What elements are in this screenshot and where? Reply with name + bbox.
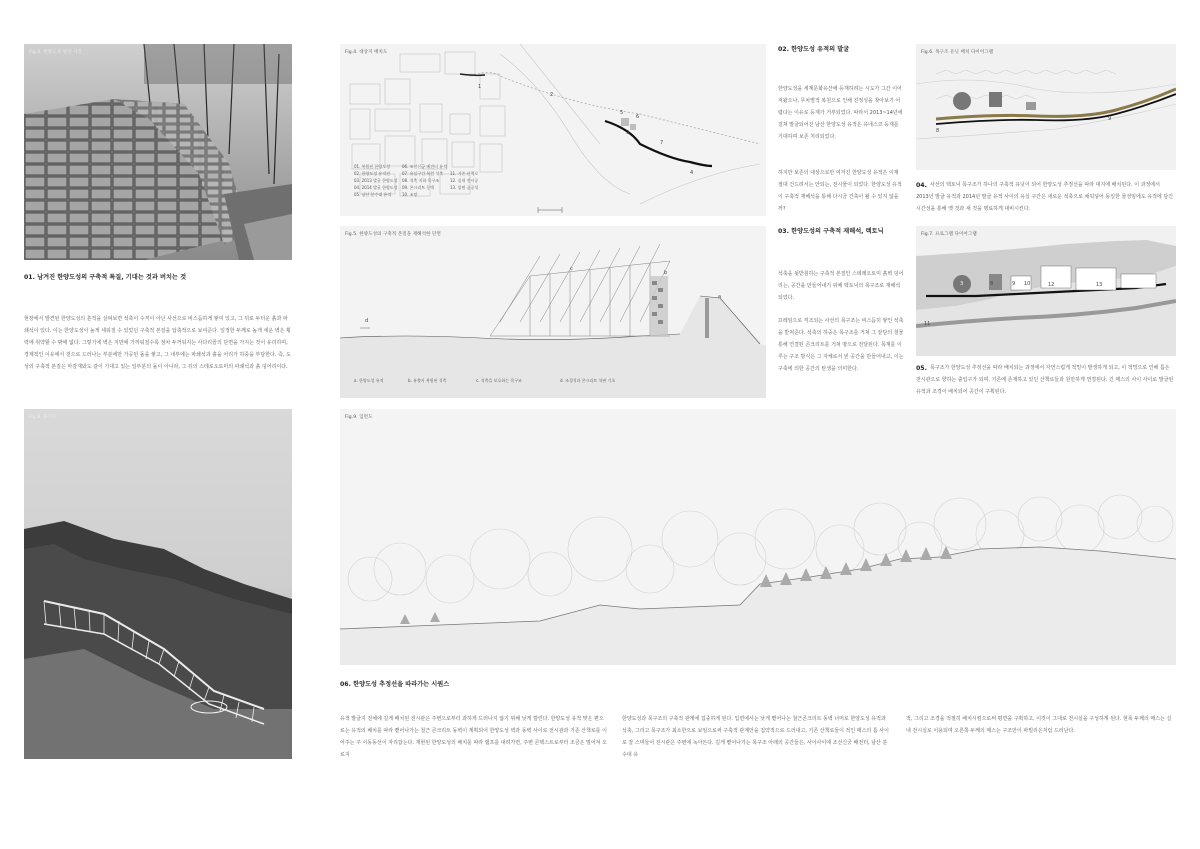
section-01-title: 01. 남겨진 한양도성의 구축적 특질, 기대는 것과 버치는 것 bbox=[24, 274, 187, 281]
section-03-body: 석축을 뒷받침하는 구축적 본질인 스테레오토미 흙벽 덩어리는, 공간을 만들어내기 위해 텍토닉의 목구조로 재해석되었다. bbox=[778, 271, 904, 301]
section-letter-a: a bbox=[718, 294, 722, 300]
unit-number-8: 8 bbox=[936, 128, 940, 134]
fig5-section bbox=[340, 226, 766, 398]
fig6-label: Fig.6. 목구조 유닛 배치 다이어그램 bbox=[921, 50, 994, 55]
fig7-program-diagram bbox=[916, 226, 1176, 356]
section-drawing bbox=[340, 226, 766, 398]
fig9-label: Fig.9. 입면도 bbox=[345, 415, 373, 420]
site-number-2: 2 bbox=[550, 92, 554, 98]
site-legend-item: 12. 실내 전시공 bbox=[450, 178, 479, 183]
section-05-title: 05. bbox=[916, 365, 927, 372]
site-number-4: 4 bbox=[690, 170, 694, 176]
fig4-site-plan bbox=[340, 44, 766, 216]
section-legend-item: a. 한양도성 유적 bbox=[354, 378, 384, 383]
section-02-body2: 하지만 보존의 대상으로만 여겨진 한양도성 유적은 이제 절대 건드려서는 안되는, 전시물이 되었다. 한양도성 유적이 구축적 재해석을 통해 다시금 건축이 될 수 있지 않을까? bbox=[778, 170, 902, 212]
fig4-label: Fig.4. 대상지 배치도 bbox=[345, 50, 388, 55]
program-number: 11 bbox=[924, 321, 931, 327]
section-legend-item: b. 유출지 복원된 석축 bbox=[408, 378, 447, 383]
program-number: 3 bbox=[960, 281, 964, 287]
section-legend-item: d. 조경석과 콘크리트 석판 기초 bbox=[560, 378, 616, 383]
site-legend-item: 07. 유실구간 복원 석축 bbox=[402, 171, 444, 176]
fig8-perspective bbox=[24, 409, 292, 759]
site-legend-item: 13. 입면 공공석 bbox=[450, 185, 479, 190]
site-legend-item: 04. 2014 발굴 한양도성 bbox=[354, 185, 398, 190]
site-legend-item: 03. 2013 발굴 한양도성 bbox=[354, 178, 398, 183]
fig9-elevation bbox=[340, 409, 1176, 665]
unit-number-9: 9 bbox=[1108, 116, 1112, 122]
section-04-title: 04. bbox=[916, 182, 927, 189]
stone-wall-photo-illustration bbox=[24, 44, 292, 260]
section-02-body: 한양도성을 세계문화유산에 등재하려는 시도가 그간 이어져왔으나, 무차별적 복원으로 인해 진정성을 찾아보기 어렵다는 이유로 등재가 거부되었다. 따라서 2013~14년에 걸쳐 발굴되어진 남산 한양도성 유적은 유네스코 등재를 기대하며 보존 처리되었다. bbox=[778, 86, 903, 140]
site-legend-item: 02. 한양도성 유적전 bbox=[354, 171, 390, 176]
section-letter-d: d bbox=[365, 318, 369, 324]
unit-diagram-drawing bbox=[916, 44, 1176, 170]
site-number-1: 1 bbox=[478, 84, 482, 90]
section-06-col1: 유적 발굴지 전체에 길게 배치된 전시관은 주변으로부터 과하게 드러나지 않기 위해 낮게 깔린다. 한양도성 유적 맞은 편으로는 유적의 배치를 따라 뻗어나가는 철근 콘크리트 동벽이 계획되어 한양도성 벽과 동벽 사이로 전시관과 기존 산책로를 이어주는 주 이동동선이 자리잡는다. 재현된 한양도성의 배치를 따라 램프를 내려가면, 주변 콘텍스트로부터 조금은 멀어져 오로지 bbox=[340, 716, 607, 758]
section-letter-c: c bbox=[570, 266, 573, 272]
site-number-6: 6 bbox=[636, 114, 640, 120]
site-legend-item: 06. 조선신궁 배전터 유적 bbox=[402, 164, 447, 169]
fig3-label: Fig.3. 한양도성 현장 사진 bbox=[29, 50, 82, 55]
site-legend-item: 01. 복원된 한양도성 bbox=[354, 164, 390, 169]
section-01-body: 현장에서 발견된 한양도성의 흔적을 살펴보면 석축이 수직이 아닌 사선으로 비스듬하게 쌓여 있고, 그 뒤로 두터운 흙과 파쇄석이 있다. 이는 한양도성이 높게 세워질 수 있었던 구축적 본질을 압축적으로 보여준다. 일정한 두께로 높게 세운 벽은 횡력에 취약할 수 밖에 없다. 그렇기에 벽은 지반에 가까워질수록 점차 두꺼워지는 사다리꼴의 단면을 가지는 것이 유리하며, 경제적인 이유에서 겉으로 드러나는 부분에만 가공된 돌을 쌓고, 그 내부에는 파쇄석과 흙을 어리가 하중을 부담한다. 즉, 도성의 구축적 본질은 마감재와도 같이 기대고 있는 일부분의 돌이 아니라, 그 뒤의 스테로오토미의 파쇄석과 흙 덩어리이다. bbox=[24, 316, 291, 370]
section-05-body: 목구조가 한양도성 추정선을 따라 배치되는 과정에서 자연스럽게 적밍이 발생하게 되고, 이 적밍으로 인해 틈은 전시관으로 향하는 출입구가 되며, 기존에 존재하고 있던 산책로들과 원만하게 연결된다. 긴 매스의 사이 사이로 발굴된 유적과 조경이 배치되어 공간이 구획된다. bbox=[916, 365, 1174, 395]
elevation-drawing bbox=[340, 409, 1176, 665]
section-letter-b: b bbox=[664, 270, 668, 276]
fig8-label: Fig.8. 투시도 bbox=[29, 415, 57, 420]
program-number: 9 bbox=[1012, 281, 1016, 287]
site-legend-item: 09. 콘크리트 동벽 bbox=[402, 185, 435, 190]
section-06-title: 06. 한양도성 추정선을 따라가는 시퀀스 bbox=[340, 681, 450, 688]
fig6-unit-diagram bbox=[916, 44, 1176, 170]
section-03-body2: 프레임으로 직조되는 사선의 목구조는 비스듬히 쌓인 석축을 받쳐준다. 석축의 하중은 목구조를 거쳐 그 끝단의 철물 통해 연결된 콘크리트를 거쳐 땅으로 전달된다. 목재를 이루는 구조 방식은 그 자체로서 빈 공간을 만들어내고, 이는 구축에 의한 공간의 탄생을 의미한다. bbox=[778, 318, 904, 372]
site-legend-item: 10. 조망 bbox=[402, 192, 418, 197]
program-number: 10 bbox=[1024, 281, 1031, 287]
site-number-3: 3 bbox=[626, 130, 630, 136]
fig3-photo bbox=[24, 44, 292, 260]
section-03-title: 03. 한양도성의 구축적 재해석, 텍토닉 bbox=[778, 228, 884, 235]
site-number-7: 7 bbox=[660, 140, 664, 146]
section-06-col3: 적, 그리고 조경을 적절히 배치시킴으로써 평면을 구획하고, 이것이 그대로 전시실을 구성하게 된다. 현폭 두께의 매스는 실내 전시실로 이용되며 오른쪽 두께의 매스는 구조만이 파빌리온처럼 드러난다. bbox=[906, 716, 1172, 734]
site-legend-item: 08. 석축 지하 목구조 bbox=[402, 178, 440, 183]
program-number: 8 bbox=[990, 281, 994, 287]
site-legend-item: 11. 기존 산책로 bbox=[450, 171, 479, 176]
program-number: 12 bbox=[1048, 282, 1055, 288]
section-legend-item: c. 석축을 보호하는 목구조 bbox=[476, 378, 522, 383]
fig7-label: Fig.7. 프로그램 다이어그램 bbox=[921, 232, 977, 237]
site-number-5: 5 bbox=[620, 110, 624, 116]
perspective-illustration bbox=[24, 409, 292, 759]
fig5-label: Fig.5. 한양도성의 구축적 본질을 재해석한 단면 bbox=[345, 232, 441, 237]
site-legend-item: 05. 남산 분수대 유적 bbox=[354, 192, 392, 197]
program-number: 13 bbox=[1096, 282, 1103, 288]
section-02-title: 02. 한양도성 유적의 발굴 bbox=[778, 46, 850, 53]
program-diagram-drawing bbox=[916, 226, 1176, 356]
section-06-col2: 한양도성과 목구조의 구축적 관계에 집중하게 된다. 입면에서는 낮게 뻗어나는 철근콘크리트 동벽 너머로 한양도성 유적과 석축, 그리고 목구조가 최소한으로 보임으로써 구축적 관계만을 집약적으로 드러내고, 기존 산책로들이 적인 매스의 틈 사이로 잘 스며들어 전시관은 주변에 녹아든다. 길게 뻗어나가는 목구조 아래의 공간들은, 사이사이에 조선신궁 배전터, 남산 분수대 유 bbox=[622, 716, 889, 758]
section-04-body: 사선의 텍토닉 목구조가 하나의 구축적 유닛이 되어 한양도성 추정선을 따라 대지에 배치된다. 이 과정에서 2013년 발굴 유적과 2014년 발굴 유적 사이의 유실 구간은 새로운 석축으로 채워넣어 동일한 물성임에도 유적에 담긴 시간성을 통해 옛 것과 새 것을 명료하게 대비시킨다. bbox=[916, 182, 1173, 212]
